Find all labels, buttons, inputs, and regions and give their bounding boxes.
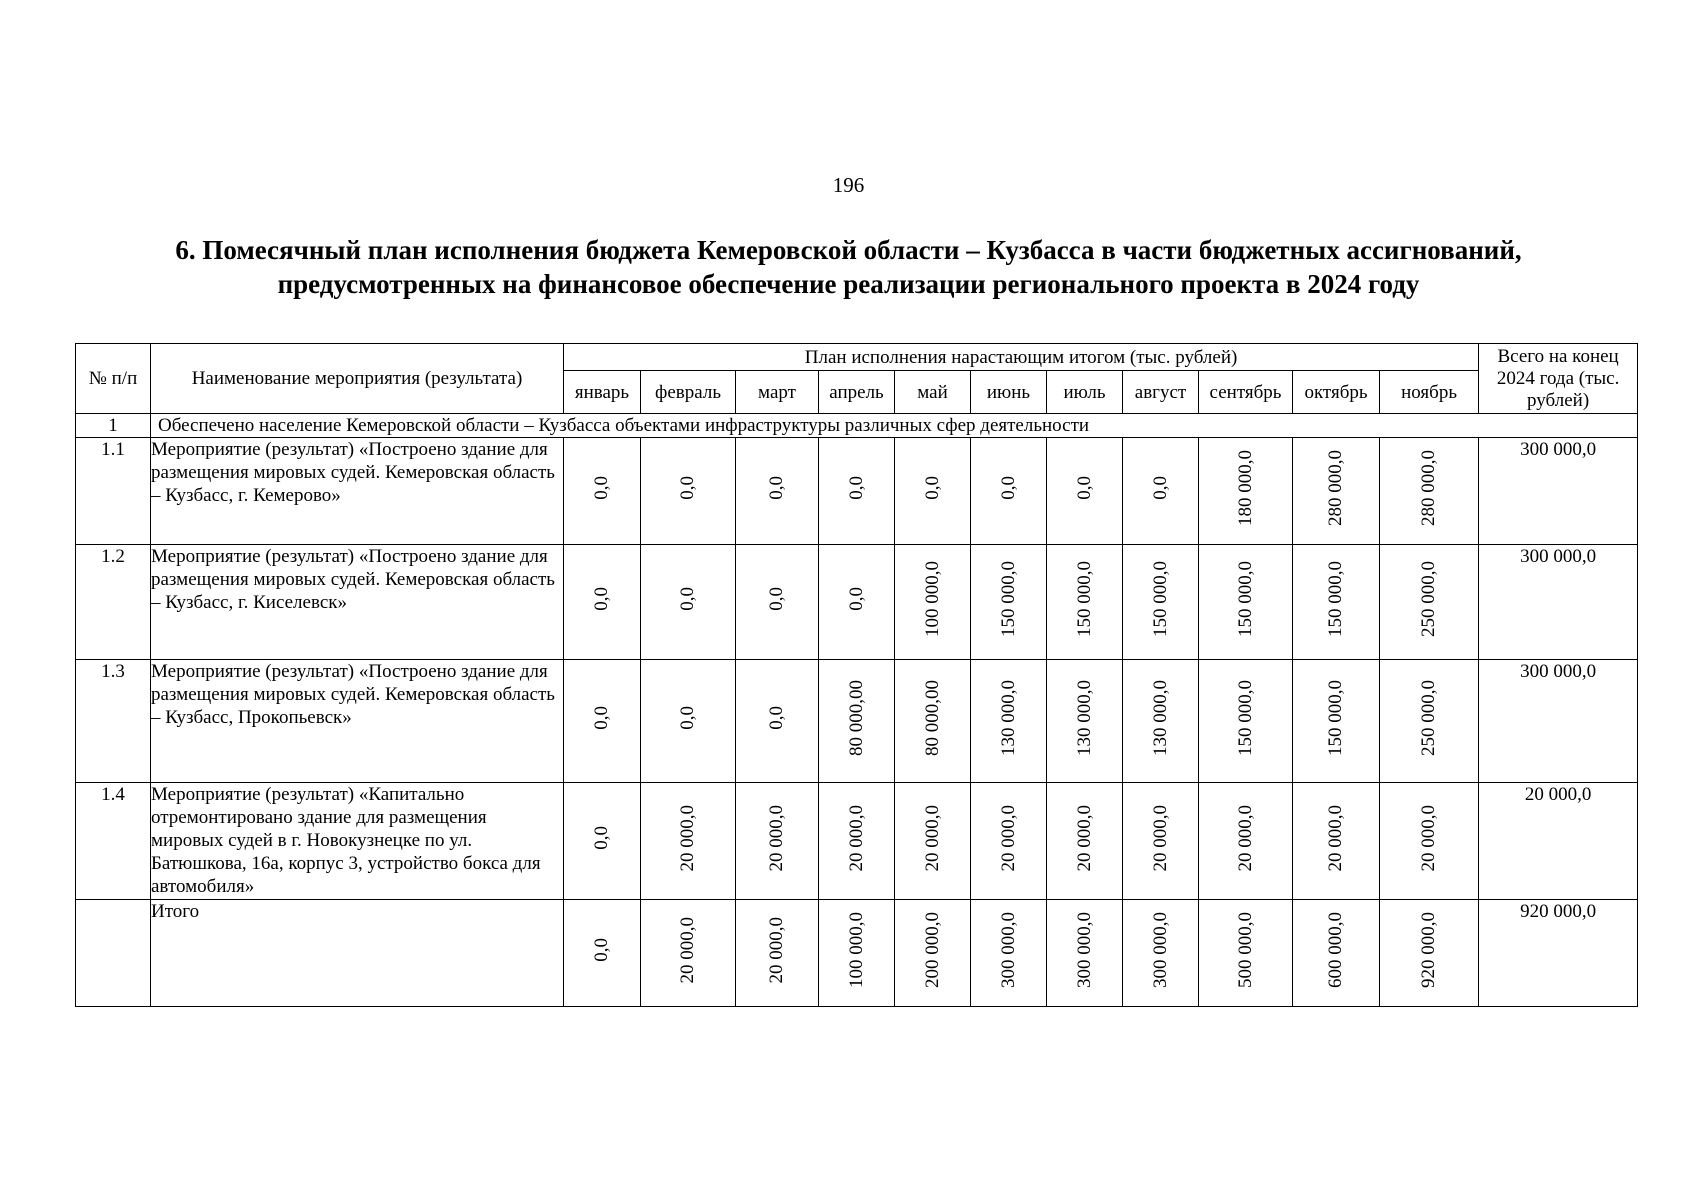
value-text: 20 000,0 [997,804,1019,872]
value-cell [895,783,971,900]
value-cell [564,545,641,660]
value-text: 300 000,0 [1073,912,1095,988]
value-cell [1123,545,1199,660]
value-cell [1123,438,1199,545]
value-text: 20 000,0 [766,804,787,872]
value-cell [819,660,895,783]
value-text: 20 000,0 [921,804,943,872]
value-cell [1047,900,1123,1007]
header-month: октябрь [1293,371,1380,414]
header-month: март [736,371,819,414]
value-cell [1047,545,1123,660]
value-text: 0,0 [591,826,612,850]
value-text: 20 000,0 [1325,804,1346,872]
value-cell [895,660,971,783]
value-cell [819,783,895,900]
value-cell [1199,900,1293,1007]
value-text: 920 000,0 [1418,912,1440,988]
row-num: 1.3 [76,660,151,783]
value-text: 20 000,0 [1073,804,1095,872]
value-text: 250 000,0 [1418,680,1440,756]
value-text: 100 000,0 [845,912,867,988]
value-text: 100 000,0 [921,561,943,637]
value-text: 20 000,0 [1234,804,1256,872]
value-cell [1293,660,1380,783]
value-cell [1293,900,1380,1007]
itogo-total: 920 000,0 [1479,900,1638,1007]
itogo-row [76,900,1638,1007]
value-text: 0,0 [591,706,612,730]
value-cell [736,545,819,660]
value-text: 150 000,0 [1234,680,1256,756]
value-text: 150 000,0 [1325,680,1346,756]
value-cell [1380,545,1479,660]
value-text: 0,0 [921,476,943,500]
value-text: 0,0 [591,938,612,962]
page-title-line-2: предусмотренных на финансовое обеспечение реализации регионального проекта в 2024 году [277,269,1420,299]
value-text: 0,0 [591,476,612,500]
value-cell [564,900,641,1007]
value-text: 0,0 [997,476,1019,500]
row-name: Мероприятие (результат) «Построено здание для размещения мировых судей. Кемеровская область – Кузбасс, г. Киселевск» [151,545,564,660]
value-cell [1199,783,1293,900]
value-cell [819,900,895,1007]
value-cell [641,545,736,660]
value-cell [1199,660,1293,783]
value-text: 180 000,0 [1234,450,1256,526]
row-total: 20 000,0 [1479,783,1638,900]
value-text: 20 000,0 [1418,804,1440,872]
row-name: Мероприятие (результат) «Построено здание для размещения мировых судей. Кемеровская область – Кузбасс, Прокопьевск» [151,660,564,783]
row-num: 1.2 [76,545,151,660]
value-cell [564,783,641,900]
table-row [76,545,1638,660]
value-cell [895,900,971,1007]
value-cell [819,438,895,545]
value-text: 280 000,0 [1418,450,1440,526]
value-text: 20 000,0 [1149,804,1171,872]
value-cell [971,900,1047,1007]
page-number: 196 [832,173,865,197]
value-text: 300 000,0 [1149,912,1171,988]
page-title [0,233,1697,301]
page-title-line-1: 6. Помесячный план исполнения бюджета Кемеровской области – Кузбасса в части бюджетных ассигнований, [175,235,1522,265]
value-text: 80 000,00 [845,680,867,756]
value-cell [971,783,1047,900]
value-cell [641,660,736,783]
value-cell [971,545,1047,660]
table-row [76,660,1638,783]
value-text: 20 000,0 [677,916,698,984]
table-row [76,783,1638,900]
value-cell [1123,900,1199,1007]
value-text: 80 000,00 [921,680,943,756]
value-text: 0,0 [591,587,612,611]
value-text: 150 000,0 [1234,561,1256,637]
section-row [76,414,1638,438]
value-text: 0,0 [677,476,698,500]
value-cell [1123,660,1199,783]
value-cell [971,660,1047,783]
header-month: февраль [641,371,736,414]
row-total: 300 000,0 [1479,545,1638,660]
value-cell [564,438,641,545]
itogo-label: Итого [151,900,564,1007]
value-text: 150 000,0 [1149,561,1171,637]
value-cell [641,900,736,1007]
value-text: 600 000,0 [1325,912,1346,988]
value-text: 150 000,0 [997,561,1019,637]
value-cell [895,545,971,660]
table-row [76,438,1638,545]
value-cell [641,783,736,900]
header-month: август [1123,371,1199,414]
value-text: 0,0 [677,587,698,611]
value-text: 20 000,0 [845,804,867,872]
value-text: 20 000,0 [766,916,787,984]
value-cell [971,438,1047,545]
row-num: 1.4 [76,783,151,900]
value-text: 0,0 [766,706,787,730]
value-cell [641,438,736,545]
value-text: 200 000,0 [921,912,943,988]
value-cell [1199,545,1293,660]
row-total: 300 000,0 [1479,660,1638,783]
value-cell [1047,438,1123,545]
value-cell [1380,783,1479,900]
value-cell [1199,438,1293,545]
value-cell [1047,783,1123,900]
row-total: 300 000,0 [1479,438,1638,545]
header-month: июль [1047,371,1123,414]
header-month: апрель [819,371,895,414]
value-cell [1380,660,1479,783]
value-cell [819,545,895,660]
value-text: 0,0 [845,476,867,500]
value-cell [1047,660,1123,783]
value-text: 20 000,0 [677,804,698,872]
value-text: 150 000,0 [1073,561,1095,637]
value-text: 130 000,0 [1073,680,1095,756]
value-cell [736,660,819,783]
value-cell [1123,783,1199,900]
header-month: ноябрь [1380,371,1479,414]
value-text: 0,0 [677,706,698,730]
value-cell [1293,783,1380,900]
value-text: 0,0 [845,587,867,611]
header-total: Всего на конец 2024 года (тыс. рублей) [1479,344,1638,414]
value-cell [1293,545,1380,660]
value-cell [736,783,819,900]
value-cell [736,438,819,545]
value-cell [1293,438,1380,545]
itogo-num [76,900,151,1007]
value-text: 250 000,0 [1418,561,1440,637]
value-text: 130 000,0 [997,680,1019,756]
value-text: 0,0 [766,476,787,500]
header-num: № п/п [76,344,151,414]
row-name: Мероприятие (результат) «Капитально отремонтировано здание для размещения мировых судей в г. Новокузнецке по ул. Батюшкова, 16а, корпус 3, устройство бокса для автомобиля» [151,783,564,900]
header-month: январь [564,371,641,414]
header-month: сентябрь [1199,371,1293,414]
value-cell [564,660,641,783]
budget-plan-table [75,343,1638,1007]
value-text: 0,0 [1073,476,1095,500]
value-text: 150 000,0 [1325,561,1346,637]
header-month: июнь [971,371,1047,414]
section-title: Обеспечено население Кемеровской области – Кузбасса объектами инфраструктуры различных сфер деятельности [151,414,1638,438]
value-text: 0,0 [1149,476,1171,500]
header-month: май [895,371,971,414]
value-text: 300 000,0 [997,912,1019,988]
value-cell [895,438,971,545]
header-plan: План исполнения нарастающим итогом (тыс. рублей) [564,344,1479,371]
row-name: Мероприятие (результат) «Построено здание для размещения мировых судей. Кемеровская область – Кузбасс, г. Кемерово» [151,438,564,545]
value-text: 130 000,0 [1149,680,1171,756]
value-cell [1380,438,1479,545]
row-num: 1.1 [76,438,151,545]
value-text: 0,0 [766,587,787,611]
value-text: 500 000,0 [1234,912,1256,988]
value-cell [1380,900,1479,1007]
value-text: 280 000,0 [1325,450,1346,526]
value-cell [736,900,819,1007]
section-num: 1 [76,414,151,438]
header-name: Наименование мероприятия (результата) [151,344,564,414]
